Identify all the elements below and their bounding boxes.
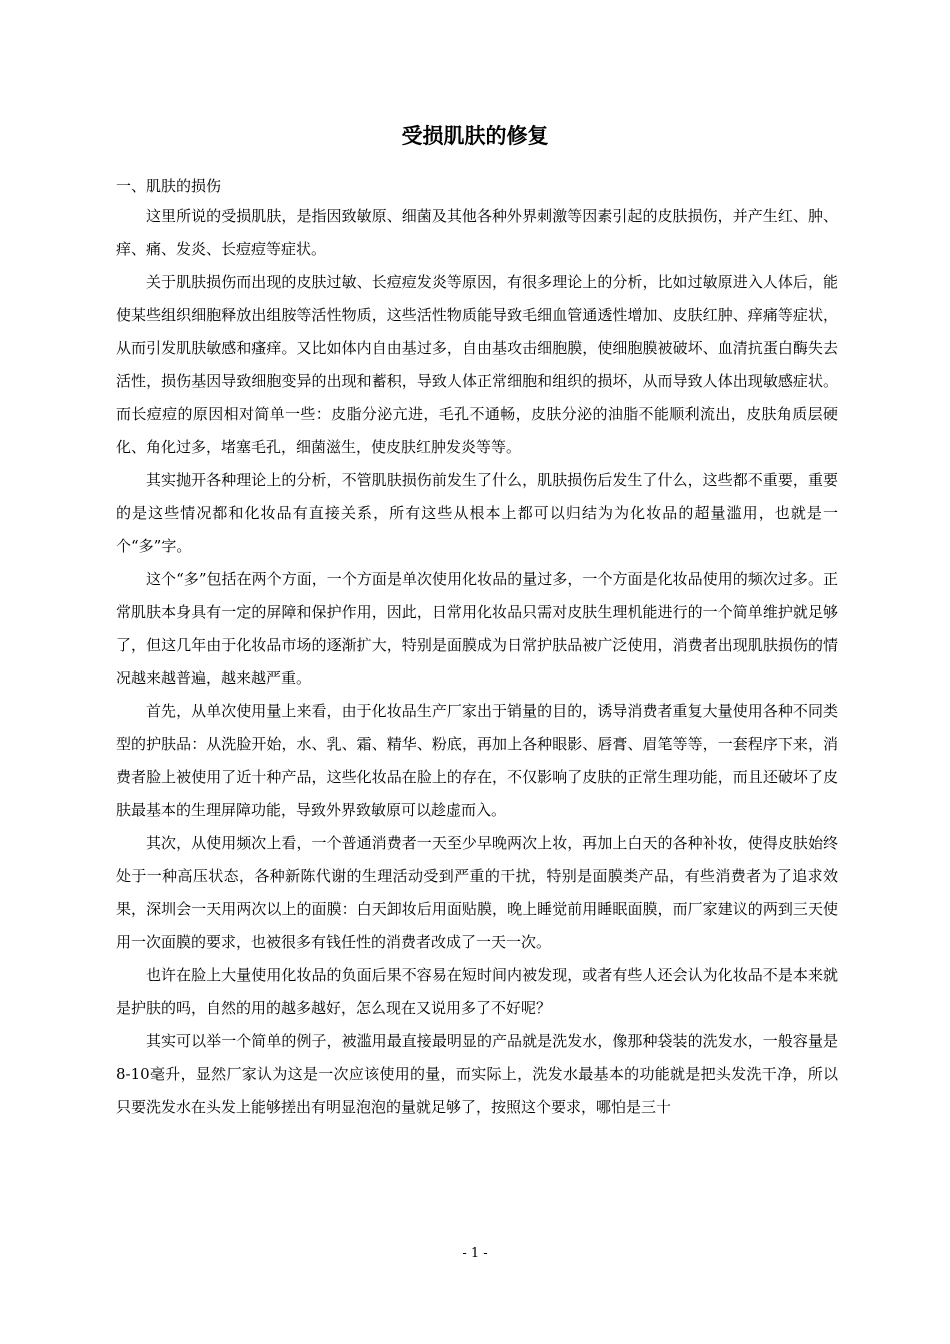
paragraph-6: 其次，从使用频次上看，一个普通消费者一天至少早晚两次上妆，再加上白天的各种补妆，使得皮肤始终处于一种高压状态，各种新陈代谢的生理活动受到严重的干扰，特别是面膜类产品，有些消费者为了追求效果，深圳会一天用两次以上的面膜：白天卸妆后用面贴膜，晚上睡觉前用睡眠面膜，而厂家建议的两到三天使用一次面膜的要求，也被很多有钱任性的消费者改成了一天一次。 <box>116 834 838 951</box>
paragraph-2: 关于肌肤损伤而出现的皮肤过敏、长痘痘发炎等原因，有很多理论上的分析，比如过敏原进入人体后，能使某些组织细胞释放出组胺等活性物质，这些活性物质能导致毛细血管通透性增加、皮肤红肿、痒痛等症状，从而引发肌肤敏感和瘙痒。又比如体内自由基过多，自由基攻击细胞膜，使细胞膜被破坏、血清抗蛋白酶失去活性，损伤基因导致细胞变异的出现和蓄积，导致人体正常细胞和组织的损坏，从而导致人体出现敏感症状。而长痘痘的原因相对简单一些：皮脂分泌亢进，毛孔不通畅，皮肤分泌的油脂不能顺利流出，皮肤角质层硬化、角化过多，堵塞毛孔，细菌滋生，使皮肤红肿发炎等等。 <box>116 273 838 456</box>
document-body <box>116 173 838 1124</box>
document-title: 受损肌肤的修复 <box>401 124 549 148</box>
section-heading: 一、肌肤的损伤 <box>116 177 222 195</box>
paragraph-8: 其实可以举一个简单的例子，被滥用最直接最明显的产品就是洗发水，像那种袋装的洗发水，一般容量是8-10毫升，显然厂家认为这是一次应该使用的量，而实际上，洗发水最基本的功能就是把头发洗干净，所以只要洗发水在头发上能够搓出有明显泡泡的量就足够了，按照这个要求，哪怕是三十 <box>116 1032 838 1116</box>
paragraph-1: 这里所说的受损肌肤，是指因致敏原、细菌及其他各种外界刺激等因素引起的皮肤损伤，并产生红、肿、痒、痛、发炎、长痘痘等症状。 <box>116 207 838 258</box>
paragraph-7: 也许在脸上大量使用化妆品的负面后果不容易在短时间内被发现，或者有些人还会认为化妆品不是本来就是护肤的吗，自然的用的越多越好，怎么现在又说用多了不好呢？ <box>116 966 838 1017</box>
paragraph-3: 其实抛开各种理论上的分析，不管肌肤损伤前发生了什么，肌肤损伤后发生了什么，这些都不重要，重要的是这些情况都和化妆品有直接关系，所有这些从根本上都可以归结为为化妆品的超量滥用，也就是一个“多”字。 <box>116 471 838 555</box>
page-number: - 1 - <box>462 1246 488 1261</box>
paragraph-5: 首先，从单次使用量上来看，由于化妆品生产厂家出于销量的目的，诱导消费者重复大量使用各种不同类型的护肤品：从洗脸开始，水、乳、霜、精华、粉底，再加上各种眼影、唇膏、眉笔等等，一套程序下来，消费者脸上被使用了近十种产品，这些化妆品在脸上的存在，不仅影响了皮肤的正常生理功能，而且还破坏了皮肤最基本的生理屏障功能，导致外界致敏原可以趁虚而入。 <box>116 702 838 819</box>
paragraph-4: 这个“多”包括在两个方面，一个方面是单次使用化妆品的量过多，一个方面是化妆品使用的频次过多。正常肌肤本身具有一定的屏障和保护作用，因此，日常用化妆品只需对皮肤生理机能进行的一个简单维护就足够了，但这几年由于化妆品市场的逐渐扩大，特别是面膜成为日常护肤品被广泛使用，消费者出现肌肤损伤的情况越来越普遍，越来越严重。 <box>116 570 838 687</box>
